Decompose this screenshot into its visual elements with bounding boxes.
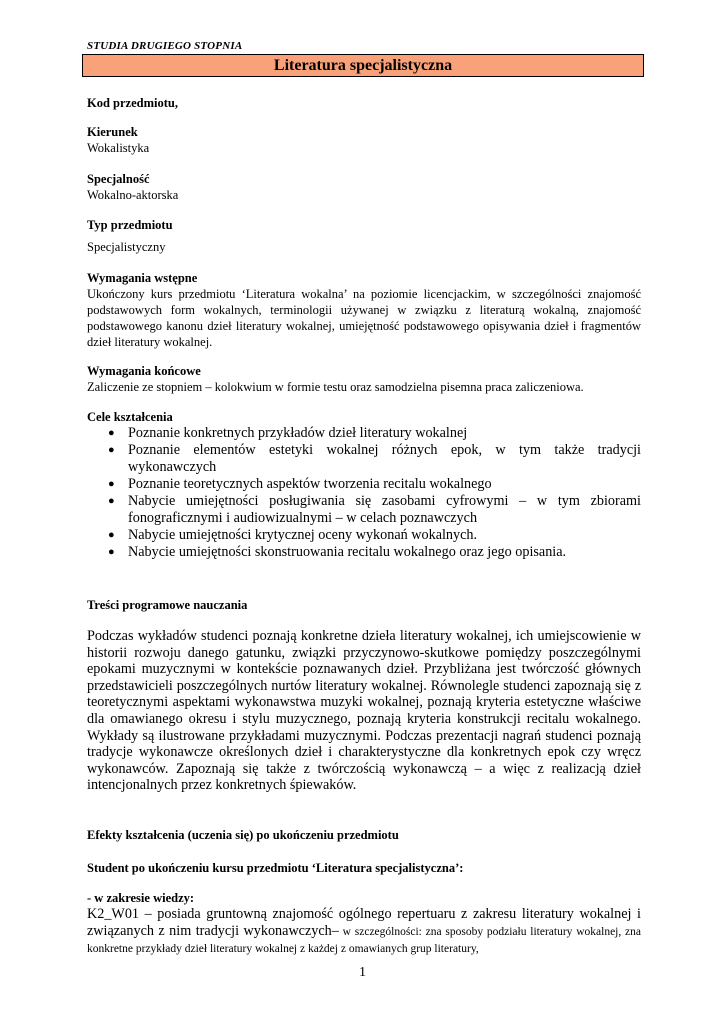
bullet-icon: ● — [108, 427, 115, 439]
goal-item: ● Poznanie teoretycznych aspektów tworzenia recitalu wokalnego — [108, 476, 492, 492]
bullet-icon: ● — [108, 478, 115, 490]
goal-item: ● Poznanie konkretnych przykładów dzieł literatury wokalnej — [108, 425, 468, 441]
specialty-value: Wokalno-aktorska — [87, 188, 179, 202]
knowledge-outcome-k2-w01: K2_W01 – posiada gruntowną znajomość ogólnego repertuaru z zakresu literatury wokalnej i związanych z nim tradycji wykonawczych– w szczególności: zna sposoby podziału literatury wokalnej, zna konkretne przykłady dzieł literatury wokalnej z każdej z omawianych grup literatury, — [87, 906, 641, 956]
type-section — [87, 217, 641, 255]
outcomes-label: Efekty kształcenia (uczenia się) po ukończeniu przedmiotu — [87, 828, 399, 842]
entry-requirements-section — [87, 270, 641, 350]
student-outcomes-label: Student po ukończeniu kursu przedmiotu ‘Literatura specjalistyczna’: — [87, 861, 464, 875]
goal-item: ● Poznanie elementów estetyki wokalnej różnych epok, w tym także tradycji wykonawczych — [108, 442, 641, 475]
direction-label: Kierunek — [87, 125, 138, 139]
entry-requirements-label: Wymagania wstępne — [87, 271, 198, 285]
bullet-icon: ● — [108, 546, 115, 558]
goals-list — [87, 425, 641, 561]
knowledge-label: - w zakresie wiedzy: — [87, 891, 195, 905]
course-code-label: Kod przedmiotu, — [87, 96, 178, 110]
bullet-icon: ● — [108, 529, 115, 541]
course-title: Literatura specjalistyczna — [82, 54, 644, 77]
goal-item: ● Nabycie umiejętności posługiwania się zasobami cyfrowymi – w tym zbiorami fonograficznymi i audiowizualnymi – w celach poznawczych — [108, 493, 641, 526]
final-requirements-label: Wymagania końcowe — [87, 364, 201, 378]
type-value: Specjalistyczny — [87, 240, 166, 254]
final-requirements-text: Zaliczenie ze stopniem – kolokwium w formie testu oraz samodzielna pisemna praca zaliczeniowa. — [87, 380, 584, 394]
specialty-label: Specjalność — [87, 172, 150, 186]
goals-label: Cele kształcenia — [87, 410, 173, 424]
direction-section — [87, 124, 641, 156]
entry-requirements-text: Ukończony kurs przedmiotu ‘Literatura wokalna’ na poziomie licencjackim, w szczególności znajomość podstawowych form wokalnych, terminologii używanej w związku z literaturą wokalną, znajomość podstawowego kanonu dzieł literatury wokalnej, umiejętność podstawowego opisywania dzieł i fragmentów dzieł literatury wokalnej. — [87, 287, 641, 349]
goal-item: ● Nabycie umiejętności krytycznej oceny wykonań wokalnych. — [108, 527, 478, 543]
goals-section — [87, 409, 641, 561]
content-label: Treści programowe nauczania — [87, 598, 248, 612]
study-level-label: STUDIA DRUGIEGO STOPNIA — [87, 40, 243, 52]
specialty-section — [87, 171, 641, 203]
content-text: Podczas wykładów studenci poznają konkretne dzieła literatury wokalnej, ich umiejscowienie w historii rozwoju danego gatunku, związki przyczynowo-skutkowe pomiędzy poszczególnymi epokami muzycznymi w kontekście poznawanych dzieł. Przybliżana jest twórczość głównych przedstawicieli poszczególnych nurtów literatury wokalnej. Równolegle studenci zapoznają się z teoretycznymi aspektami wykonawstwa muzyki wokalnej, poznają kryteria estetyczne właściwe dla omawianego okresu i stylu muzycznego, poznają kryteria konstrukcji recitalu wokalnego. Wykłady są ilustrowane przykładami muzycznymi. Podczas prezentacji nagrań studenci poznają tradycje wykonawcze określonych dzieł i charakterystyczne dla konkretnych epok czy wręcz wykonawców. Zapoznają się także z twórczością wykonawczą – a więc z realizacją dzieł intencjonalnych przez konkretnych śpiewaków. — [87, 628, 641, 794]
bullet-icon: ● — [108, 495, 115, 507]
direction-value: Wokalistyka — [87, 141, 150, 155]
page-number: 1 — [359, 965, 366, 980]
final-requirements-section — [87, 363, 641, 395]
type-label: Typ przedmiotu — [87, 218, 173, 232]
goal-item: ● Nabycie umiejętności skonstruowania recitalu wokalnego oraz jego opisania. — [108, 544, 567, 560]
bullet-icon: ● — [108, 444, 115, 456]
